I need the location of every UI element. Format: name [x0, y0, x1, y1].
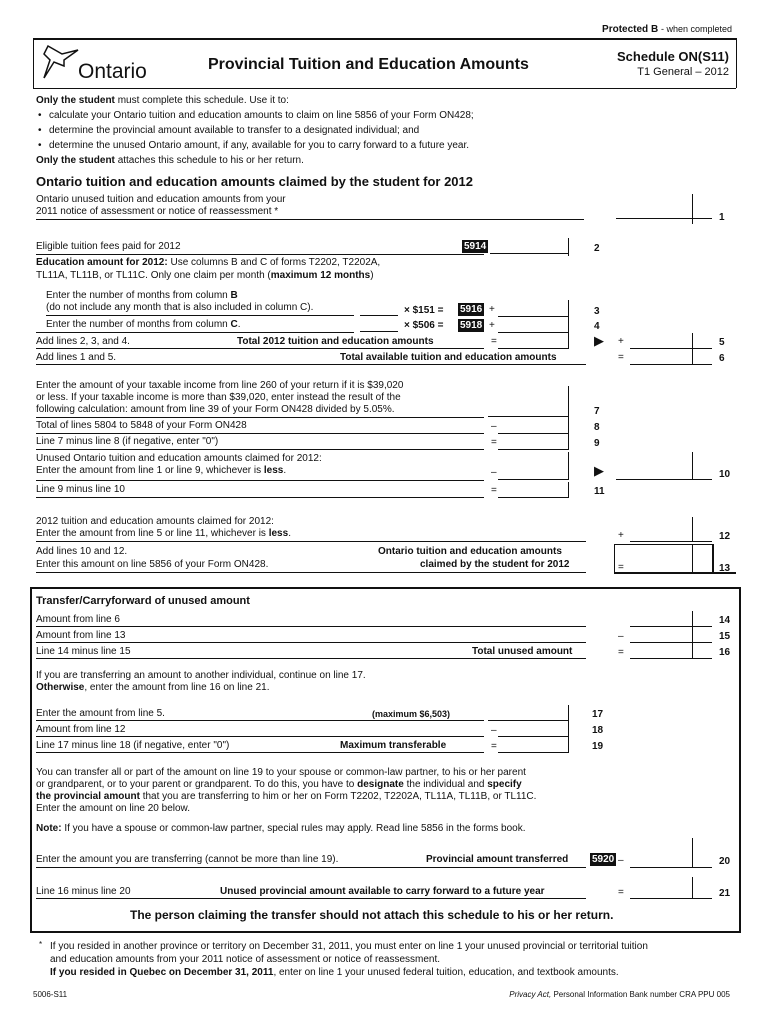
line-number: 4 — [594, 321, 600, 332]
line-number: 19 — [592, 741, 604, 752]
cents-divider — [692, 349, 693, 365]
line12-label-b: Enter the amount from line 5 or line 11, whichever is less. — [36, 528, 291, 539]
rule — [36, 348, 484, 349]
line1-label-a: Ontario unused tuition and education amounts from your — [36, 194, 286, 205]
line7-label-b: or less. If your taxable income is more than $39,020, enter instead the result of the — [36, 392, 401, 403]
line3-label-a: Enter the number of months from column B — [46, 290, 238, 301]
line19-total-label: Maximum transferable — [340, 740, 447, 751]
equals-sign: = — [491, 336, 497, 347]
line-code: 5918 — [460, 320, 483, 331]
line3-multiplier: × $151 = — [404, 305, 444, 316]
line21-label: Line 16 minus line 20 — [36, 886, 131, 897]
rule — [36, 720, 484, 721]
cents-divider — [568, 238, 569, 256]
plus-sign: + — [618, 336, 624, 347]
cents-divider — [692, 452, 693, 480]
cents-divider — [568, 721, 569, 737]
rule — [614, 572, 736, 574]
rule — [36, 867, 586, 868]
line-number: 11 — [594, 486, 605, 497]
line9-amount-field[interactable] — [498, 436, 568, 450]
rule — [46, 315, 354, 316]
cents-divider — [568, 452, 569, 480]
line-number: 20 — [719, 856, 731, 867]
cents-divider — [692, 517, 693, 542]
line4-amount-field[interactable] — [498, 319, 568, 333]
intro-line: Only the student must complete this schedule. Use it to: — [36, 95, 289, 106]
line5-total-label: Total 2012 tuition and education amounts — [237, 336, 434, 347]
cents-divider — [568, 418, 569, 434]
rule — [36, 541, 586, 542]
line19-label: Line 17 minus line 18 (if negative, enter "0") — [36, 740, 230, 751]
header-bottom-rule — [33, 88, 736, 89]
cents-divider — [692, 627, 693, 643]
cents-divider — [692, 643, 693, 659]
line6-total-label: Total available tuition and education amounts — [340, 352, 557, 363]
form-number: 5006-S11 — [33, 990, 68, 999]
rule — [36, 480, 484, 481]
cents-divider — [692, 838, 693, 868]
line20-total-label: Provincial amount transferred — [426, 854, 569, 865]
line1-label-b: 2011 notice of assessment or notice of reassessment * — [36, 206, 279, 217]
intro-attach-note: Only the student attaches this schedule to his or her return. — [36, 155, 304, 166]
footnote-asterisk: * — [39, 940, 43, 949]
line13-amount-field[interactable] — [614, 544, 713, 573]
line-number: 17 — [592, 709, 604, 720]
rule — [36, 254, 484, 255]
rule — [36, 364, 586, 365]
ontario-logo: Ontario — [40, 42, 80, 85]
line13-label-a: Add lines 10 and 12. — [36, 546, 128, 557]
minus-sign: – — [491, 725, 497, 736]
footnote-line-2: and education amounts from your 2011 notice of assessment or notice of reassessment. — [50, 954, 441, 965]
line-number: 3 — [594, 306, 600, 317]
transfer-paragraph-2: or grandparent, or to your parent or grandparent. To do this, you have to designate the individual and specify — [36, 779, 522, 790]
line-number: 9 — [594, 438, 600, 449]
equals-sign: = — [618, 647, 624, 658]
line10-right-amount-field[interactable] — [616, 452, 712, 480]
rule — [36, 572, 586, 573]
line-number: 5 — [719, 337, 725, 348]
line-number: 1 — [719, 212, 725, 223]
equals-sign: = — [618, 562, 624, 573]
schedule-number: Schedule ON(S11) — [617, 49, 729, 64]
plus-sign: + — [489, 320, 495, 331]
line20-label: Enter the amount you are transferring (cannot be more than line 19). — [36, 854, 339, 865]
footnote-line-1: If you resided in another province or territory on December 31, 2011, you must enter on line 1 your unused provincial or territorial tuition — [50, 941, 648, 952]
line10-label-b: Enter the amount from line 1 or line 9, whichever is less. — [36, 465, 287, 476]
no-attach-warning: The person claiming the transfer should not attach this schedule to his or her return. — [130, 908, 614, 922]
equals-sign: = — [618, 887, 624, 898]
header-right-border — [736, 38, 737, 88]
spouse-note: Note: If you have a spouse or common-law partner, special rules may apply. Read line 5856 in the forms book. — [36, 823, 526, 834]
intro-bullet: • calculate your Ontario tuition and education amounts to claim on line 5856 of your Form ON428; — [49, 110, 474, 121]
header-top-rule — [33, 38, 736, 40]
line-number: 14 — [719, 615, 731, 626]
line17-amount-field[interactable] — [488, 707, 568, 721]
minus-sign: – — [618, 631, 624, 642]
line-number: 16 — [719, 647, 731, 658]
line16-amount-field[interactable] — [630, 645, 712, 659]
equals-sign: = — [618, 352, 624, 363]
line5-amount-field[interactable] — [498, 335, 568, 349]
plus-sign: + — [618, 530, 624, 541]
line14-label: Amount from line 6 — [36, 614, 120, 625]
minus-sign: – — [491, 467, 497, 478]
rule — [36, 433, 484, 434]
transfer-paragraph-1: You can transfer all or part of the amount on line 19 to your spouse or common-law partner, to his or her parent — [36, 767, 526, 778]
intro-bullet: • determine the unused Ontario amount, if any, available for you to carry forward to a future year. — [49, 140, 469, 151]
line3-label-b: (do not include any month that is also included in column C). — [46, 302, 314, 313]
plus-sign: + — [489, 304, 495, 315]
line3-months-field[interactable] — [360, 303, 398, 316]
cents-divider — [692, 611, 693, 627]
line13-total-label-a: Ontario tuition and education amounts — [378, 546, 562, 557]
rule — [36, 658, 586, 659]
line6-amount-field[interactable] — [630, 351, 712, 365]
line11-label: Line 9 minus line 10 — [36, 484, 125, 495]
line-code: 5914 — [464, 241, 487, 252]
line8-label: Total of lines 5804 to 5848 of your Form ON428 — [36, 420, 247, 431]
rule — [36, 898, 586, 899]
line13-total-label-b: claimed by the student for 2012 — [420, 559, 570, 570]
cents-divider — [568, 737, 569, 753]
line8-amount-field[interactable] — [498, 420, 568, 434]
line14-amount-field[interactable] — [630, 613, 712, 627]
line20-amount-field[interactable] — [630, 838, 712, 868]
line21-total-label: Unused provincial amount available to carry forward to a future year — [220, 886, 545, 897]
cents-divider — [692, 194, 693, 224]
rule — [36, 752, 484, 753]
cents-divider — [568, 333, 569, 349]
transfer-paragraph-4: Enter the amount on line 20 below. — [36, 803, 190, 814]
rule — [36, 626, 586, 627]
equals-sign: = — [491, 437, 497, 448]
line7-label-c: following calculation: amount from line 39 of your Form ON428 divided by 5.05%. — [36, 404, 395, 415]
line-number: 15 — [719, 631, 731, 642]
cents-divider — [692, 333, 693, 349]
intro-bullet: • determine the provincial amount available to transfer to a designated individual; and — [49, 125, 419, 136]
line7-amount-field[interactable] — [488, 386, 568, 417]
box-edge — [712, 544, 714, 572]
education-amount-text-2: TL11A, TL11B, or TL11C. Only one claim per month (maximum 12 months) — [36, 270, 374, 281]
equals-sign: = — [491, 485, 497, 496]
line4-multiplier: × $506 = — [404, 320, 444, 331]
line4-months-field[interactable] — [360, 319, 398, 332]
line3-amount-field[interactable] — [498, 303, 568, 317]
footnote-line-3: If you resided in Quebec on December 31, 2011, enter on line 1 your unused federal tuition, education, and textbook amounts. — [50, 967, 619, 978]
line-number: 18 — [592, 725, 604, 736]
line15-amount-field[interactable] — [630, 629, 712, 643]
line-number: 6 — [719, 353, 725, 364]
cents-divider — [692, 877, 693, 899]
cents-divider — [692, 544, 693, 573]
line12-label-a: 2012 tuition and education amounts claimed for 2012: — [36, 516, 274, 527]
line1-amount-field[interactable] — [616, 194, 712, 219]
cents-divider — [568, 434, 569, 450]
line9-label: Line 7 minus line 8 (if negative, enter "0") — [36, 436, 219, 447]
minus-sign: – — [618, 855, 624, 866]
line13-label-b: Enter this amount on line 5856 of your Form ON428. — [36, 559, 269, 570]
line19-amount-field[interactable] — [498, 739, 568, 753]
line15-label: Amount from line 13 — [36, 630, 126, 641]
cents-divider — [568, 317, 569, 333]
transfer-instruction-1: If you are transferring an amount to another individual, continue on line 17. — [36, 670, 366, 681]
carry-arrow-icon: ▶ — [594, 463, 604, 478]
header-left-border — [33, 38, 34, 88]
cents-divider — [568, 386, 569, 418]
line4-label: Enter the number of months from column C. — [46, 319, 241, 330]
line-code: 5916 — [460, 304, 483, 315]
trillium-icon — [40, 42, 80, 82]
cents-divider — [568, 705, 569, 721]
line16-label: Line 14 minus line 15 — [36, 646, 131, 657]
line11-amount-field[interactable] — [498, 484, 568, 498]
protected-notice: Protected B - when completed — [602, 24, 732, 35]
line17-maximum: (maximum $6,503) — [372, 709, 451, 719]
line21-amount-field[interactable] — [630, 885, 712, 899]
carry-arrow-icon: ▶ — [594, 333, 604, 348]
cents-divider — [568, 300, 569, 317]
line-number: 8 — [594, 422, 600, 433]
cents-divider — [568, 482, 569, 498]
minus-sign: – — [491, 421, 497, 432]
line-number: 13 — [719, 563, 731, 574]
transfer-instruction-2: Otherwise, enter the amount from line 16 on line 21. — [36, 682, 270, 693]
rule — [36, 497, 484, 498]
section2-heading: Transfer/Carryforward of unused amount — [36, 595, 250, 607]
rule — [36, 332, 354, 333]
t1-general-year: T1 General – 2012 — [637, 66, 729, 78]
section1-heading: Ontario tuition and education amounts claimed by the student for 2012 — [36, 174, 473, 189]
privacy-notice: Privacy Act, Personal Information Bank number CRA PPU 005 — [509, 990, 730, 999]
line17-label: Enter the amount from line 5. — [36, 708, 165, 719]
line-code: 5920 — [592, 854, 615, 865]
line10-label-a: Unused Ontario tuition and education amounts claimed for 2012: — [36, 453, 322, 464]
line2-amount-field[interactable] — [490, 240, 568, 254]
line12-amount-field[interactable] — [630, 527, 712, 542]
form-title: Provincial Tuition and Education Amounts — [208, 56, 529, 73]
education-amount-text: Education amount for 2012: Use columns B and C of forms T2202, T2202A, — [36, 257, 381, 268]
line10-amount-field[interactable] — [498, 466, 568, 480]
line-number: 7 — [594, 406, 600, 417]
line-number: 21 — [719, 888, 731, 899]
rule — [36, 642, 586, 643]
rule — [36, 736, 484, 737]
line6-label: Add lines 1 and 5. — [36, 352, 117, 363]
line7-label-a: Enter the amount of your taxable income from line 260 of your return if it is $39,020 — [36, 380, 404, 391]
rule — [36, 449, 484, 450]
line5-label: Add lines 2, 3, and 4. — [36, 336, 130, 347]
equals-sign: = — [491, 741, 497, 752]
line-number: 12 — [719, 531, 731, 542]
line-number: 2 — [594, 243, 600, 254]
rule — [36, 219, 584, 220]
line16-total-label: Total unused amount — [472, 646, 573, 657]
line18-amount-field[interactable] — [498, 723, 568, 737]
rule — [36, 417, 484, 418]
line5-right-amount-field[interactable] — [630, 335, 712, 349]
line-number: 10 — [719, 469, 731, 480]
transfer-paragraph-3: the provincial amount that you are transferring to him or her on Form T2202, T2202A, TL11A, TL11B, or TL11C. — [36, 791, 537, 802]
line2-label: Eligible tuition fees paid for 2012 — [36, 241, 181, 252]
line18-label: Amount from line 12 — [36, 724, 126, 735]
